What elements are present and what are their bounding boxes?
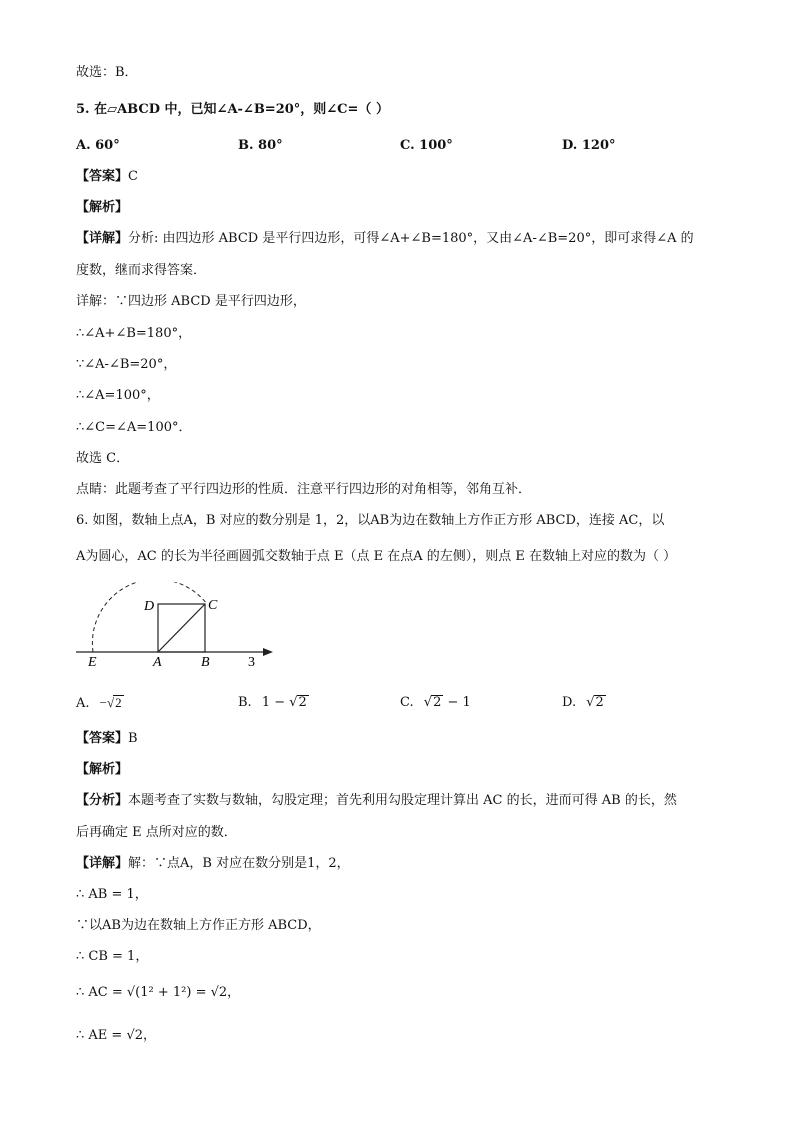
question-6-line1: 6. 如图，数轴上点A，B 对应的数分别是 1，2，以AB为边在数轴上方作正方形 ABCD，连接 AC，以 [76, 513, 665, 528]
calc-2: ∵以AB为边在数轴上方作正方形 ABCD， [76, 918, 321, 933]
question-5: 5. 在▱ABCD 中，已知∠A-∠B=20°，则∠C=（ ） [76, 102, 389, 117]
question-6-line2: A为圆心，AC 的长为半径画圆弧交数轴于点 E（点 E 在点A 的左侧），则点 E 在数轴上对应的数为（ ） [76, 549, 677, 564]
label-a: A [153, 655, 162, 670]
answer-value: B [128, 731, 138, 746]
label-three: 3 [248, 655, 255, 670]
answer-5 [76, 168, 138, 186]
analysis-text: 本题考查了实数与数轴，勾股定理；首先利用勾股定理计算出 AC 的长，进而可得 AB 的长，然 [128, 793, 677, 808]
answer-tag: 【答案】 [76, 169, 129, 184]
q6-option-a-value: −√2 [99, 695, 122, 710]
step-1: 详解：∵四边形 ABCD 是平行四边形， [76, 294, 306, 309]
step-2: ∴∠A+∠B=180°， [76, 326, 192, 341]
detail-text: 解：∵点A，B 对应在数分别是1，2， [128, 856, 350, 871]
q5-option-c: C. 100° [400, 138, 453, 153]
q6-option-c-label: C. [400, 695, 414, 710]
detail-5-line2: 度数，继而求得答案． [76, 263, 207, 278]
step-3: ∵∠A-∠B=20°， [76, 357, 177, 372]
q6-option-b-label: B. [238, 695, 252, 710]
detail-text: 分析: 由四边形 ABCD 是平行四边形，可得∠A+∠B=180°，又由∠A-∠B=20°，即可求得∠A 的 [128, 231, 694, 246]
detail-5-line1 [76, 230, 694, 248]
analysis-6-line1 [76, 792, 677, 810]
label-e: E [88, 655, 97, 670]
analysis-heading-6: 【解析】 [76, 762, 129, 777]
step-5: ∴∠C=∠A=100°． [76, 420, 192, 435]
q6-option-a [76, 694, 124, 713]
step-6: 故选 C． [76, 451, 130, 466]
q5-option-b: B. 80° [238, 138, 283, 153]
q5-option-a: A. 60° [76, 138, 120, 153]
diagonal-ac [158, 604, 205, 652]
number-line-figure [70, 582, 285, 672]
calc-4: ∴ AC = √(1² + 1²) = √2， [76, 985, 241, 1000]
q6-option-c-value: √2 − 1 [423, 695, 471, 710]
q6-option-d [562, 694, 606, 712]
analysis-6-line2: 后再确定 E 点所对应的数． [76, 825, 237, 840]
axis-arrow-icon [263, 648, 273, 656]
label-c: C [208, 598, 218, 613]
q6-option-b-value: 1 − √2 [261, 695, 307, 710]
comment-5: 点睛：此题考查了平行四边形的性质．注意平行四边形的对角相等，邻角互补． [76, 482, 532, 497]
detail-tag: 【详解】 [76, 231, 129, 246]
q5-option-d: D. 120° [562, 138, 616, 153]
q6-option-b [238, 694, 309, 712]
step-4: ∴∠A=100°， [76, 388, 160, 403]
q6-option-d-label: D. [562, 695, 577, 710]
analysis-tag: 【分析】 [76, 793, 129, 808]
answer-6 [76, 730, 138, 748]
detail-tag: 【详解】 [76, 856, 129, 871]
calc-3: ∴ CB = 1， [76, 949, 149, 964]
q6-option-d-value: √2 [586, 695, 604, 710]
q6-option-a-label: A. [76, 696, 90, 711]
answer-value: C [128, 169, 138, 184]
detail-6-line1 [76, 855, 350, 873]
arc-ae [92, 582, 207, 652]
answer-tag: 【答案】 [76, 731, 129, 746]
calc-1: ∴ AB = 1， [76, 887, 148, 902]
q6-option-c [400, 694, 471, 712]
label-d: D [144, 599, 155, 614]
line-conclusion-prev: 故选：B． [76, 65, 138, 80]
analysis-heading-5: 【解析】 [76, 200, 129, 215]
label-b: B [201, 655, 210, 670]
calc-5: ∴ AE = √2， [76, 1028, 156, 1043]
